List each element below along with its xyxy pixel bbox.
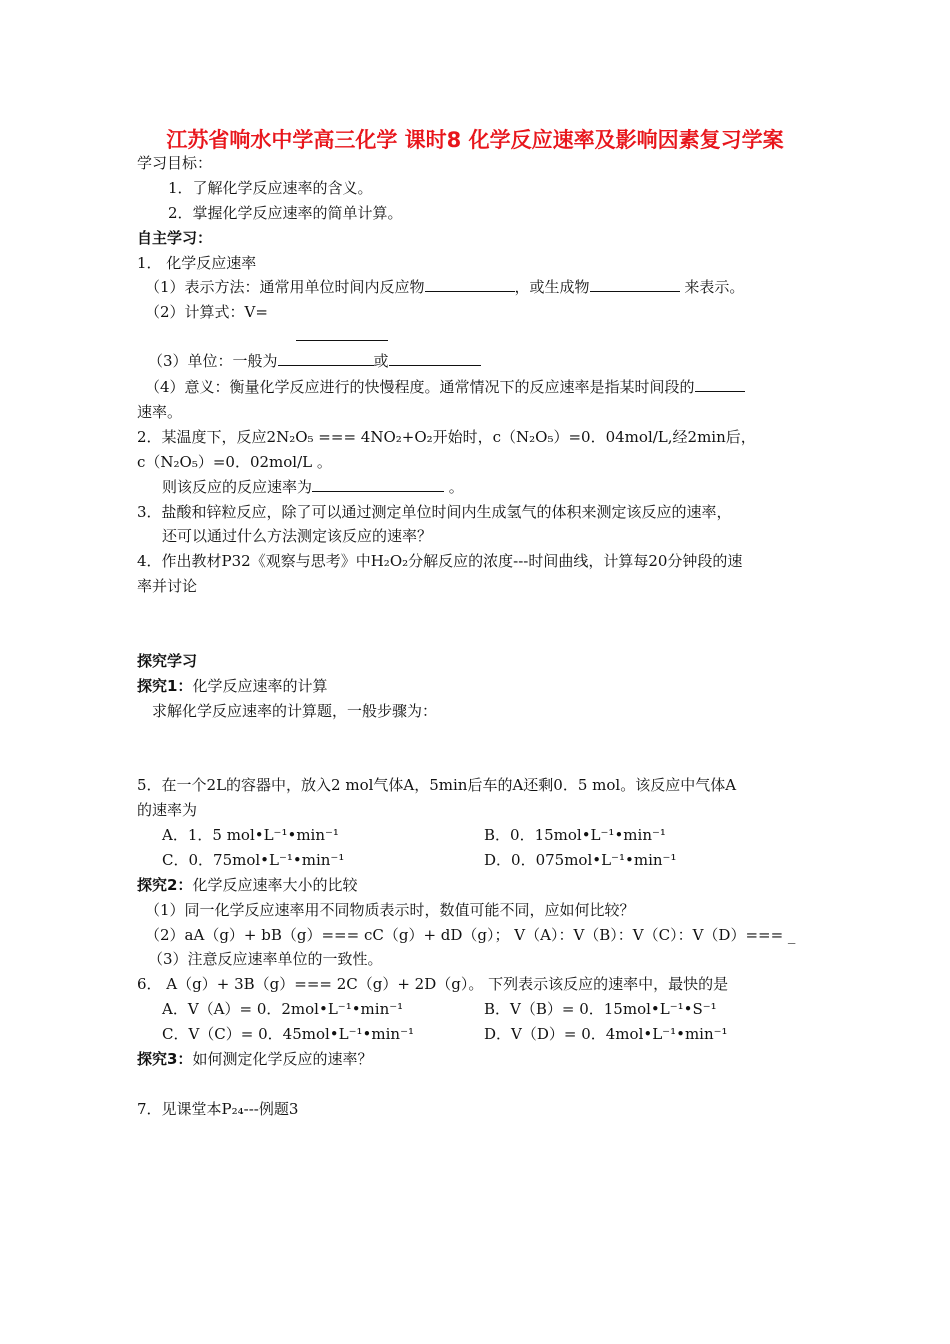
answer-blank[interactable] [389,351,481,366]
answer-blank[interactable] [312,477,444,492]
explore2-line [137,875,357,895]
q1-part1-text-a: （1）表示方法：通常用单位时间内反应物 [145,278,425,296]
q1-part1-text-c: 来表示。 [679,278,745,296]
explore1-text: 化学反应速率的计算 [192,677,328,695]
answer-blank[interactable] [278,351,374,366]
q7-line: 7．见课堂本P₂₄---例题3 [137,1100,299,1118]
q2-line2: c（N₂O₅）=0．02mol/L 。 [137,453,332,471]
q1-title: 1． 化学反应速率 [137,254,257,272]
q2-line1: 2．某温度下，反应2N₂O₅ === 4NO₂+O₂开始时，c（N₂O₅）=0．04mol/L,经2min后， [137,428,756,446]
document-title: 江苏省响水中学高三化学 课时8 化学反应速率及影响因素复习学案 [166,128,784,152]
self-study-heading: 自主学习： [137,229,213,247]
fraction-line [296,340,388,341]
q3-line2: 还可以通过什么方法测定该反应的速率？ [162,527,433,545]
explore2-point3: （3）注意反应速率单位的一致性。 [148,950,383,968]
explore1-steps: 求解化学反应速率的计算题，一般步骤为： [152,702,438,720]
explore3-label: 探究3： [137,1050,193,1068]
explore2-point1: （1）同一化学反应速率用不同物质表示时，数值可能不同，应如何比较？ [145,901,635,919]
q5-line2: 的速率为 [137,801,198,819]
q1-part3-text-b: 或 [373,352,389,370]
q5-option-d: D．0．075mol•L⁻¹•min⁻¹ [484,851,677,869]
explore1-label: 探究1： [137,677,193,695]
q6-option-b: B．V（B）= 0．15mol•L⁻¹•S⁻¹ [484,1000,717,1018]
q1-part3 [148,351,481,371]
explore3-text: 如何测定化学反应的速率？ [192,1050,373,1068]
q5-option-a: A．1．5 mol•L⁻¹•min⁻¹ [162,826,339,844]
q1-part4 [145,377,745,397]
q1-part2: （2）计算式：V= [145,303,268,321]
q4-line2: 率并讨论 [137,577,198,595]
explore3-line [137,1049,372,1069]
explore-heading: 探究学习 [137,652,198,670]
goal-item-1: 1．了解化学反应速率的含义。 [168,179,373,197]
q2-line3 [162,477,464,497]
explore2-point2: （2）aA（g）+ bB（g）=== cC（g）+ dD（g）； V（A）：V（B）：V（C）：V（D）=== _ [145,926,796,944]
q5-option-c: C．0．75mol•L⁻¹•min⁻¹ [162,851,345,869]
q1-part1 [145,277,744,297]
q5-option-b: B．0．15mol•L⁻¹•min⁻¹ [484,826,666,844]
explore2-label: 探究2： [137,876,193,894]
q6-option-d: D．V（D）= 0．4mol•L⁻¹•min⁻¹ [484,1025,728,1043]
answer-blank[interactable] [590,277,680,292]
q1-part3-text-a: （3）单位：一般为 [148,352,278,370]
answer-blank[interactable] [425,277,515,292]
q5-line1: 5．在一个2L的容器中，放入2 mol气体A，5min后车的A还剩0．5 mol。该反应中气体A [137,776,737,794]
explore2-text: 化学反应速率大小的比较 [192,876,358,894]
q6-option-c: C．V（C）= 0．45mol•L⁻¹•min⁻¹ [162,1025,415,1043]
q2-line3-text-b: 。 [444,478,464,496]
q2-line3-text-a: 则该反应的反应速率为 [162,478,313,496]
q1-part1-text-b: ，或生成物 [514,278,590,296]
q6-line1: 6． A（g）+ 3B（g）=== 2C（g）+ 2D（g）。 下列表示该反应的速率中，最快的是 [137,975,729,993]
q3-line1: 3．盐酸和锌粒反应，除了可以通过测定单位时间内生成氢气的体积来测定该反应的速率， [137,503,732,521]
q4-line1: 4．作出教材P32《观察与思考》中H₂O₂分解反应的浓度---时间曲线，计算每20分钟段的速 [137,552,743,570]
goal-item-2: 2．掌握化学反应速率的简单计算。 [168,204,403,222]
goals-heading: 学习目标： [137,154,213,172]
answer-blank[interactable] [695,377,745,392]
q1-part4-text-a: （4）意义：衡量化学反应进行的快慢程度。通常情况下的反应速率是指某时间段的 [145,378,695,396]
explore1-line [137,676,327,696]
q1-part4-cont: 速率。 [137,403,183,421]
q6-option-a: A．V（A）= 0．2mol•L⁻¹•min⁻¹ [162,1000,404,1018]
